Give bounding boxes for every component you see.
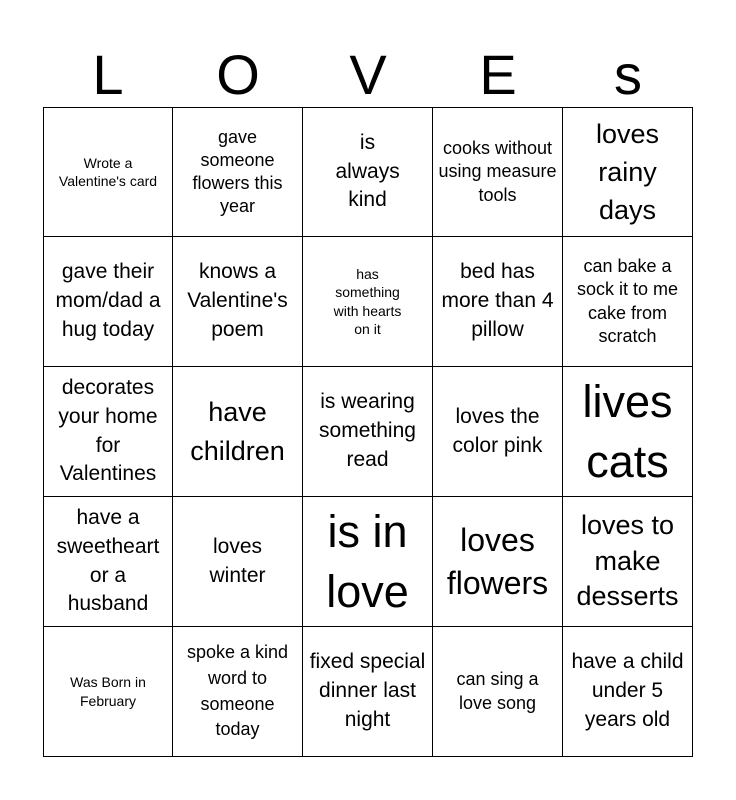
bingo-cell-text: loves the color pink bbox=[452, 404, 543, 457]
bingo-cell bbox=[433, 627, 563, 757]
bingo-cell-text: cooks without using measure tools bbox=[438, 138, 557, 205]
bingo-cell bbox=[173, 497, 303, 627]
bingo-cell-text: knows a Valentine's poem bbox=[187, 260, 288, 341]
bingo-cell-text: Wrote a Valentine's card bbox=[58, 154, 158, 189]
bingo-cell-text: have a sweetheart or a husband bbox=[56, 505, 160, 616]
bingo-cell bbox=[43, 497, 173, 627]
bingo-cell bbox=[173, 627, 303, 757]
bingo-cell bbox=[563, 237, 693, 367]
bingo-cell-text: gave their mom/dad a hug today bbox=[55, 260, 161, 341]
bingo-cell-text: gave someone flowers this year bbox=[192, 126, 283, 217]
bingo-cell bbox=[173, 367, 303, 497]
bingo-cell bbox=[303, 107, 433, 237]
bingo-cell-text: Was Born in February bbox=[70, 674, 146, 709]
bingo-cell bbox=[303, 627, 433, 757]
bingo-cell-text: is wearing something read bbox=[319, 390, 416, 471]
bingo-header bbox=[43, 42, 693, 108]
bingo-cell-text: loves rainy days bbox=[595, 118, 660, 226]
bingo-cell-text: has something with hearts on it bbox=[333, 266, 402, 337]
bingo-cell-text: have children bbox=[190, 397, 285, 466]
bingo-cell bbox=[563, 367, 693, 497]
bingo-cell bbox=[433, 237, 563, 367]
bingo-cell bbox=[173, 107, 303, 237]
bingo-cell bbox=[303, 237, 433, 367]
bingo-cell bbox=[303, 497, 433, 627]
bingo-cell bbox=[43, 237, 173, 367]
bingo-cell-text: spoke a kind word to someone today bbox=[186, 642, 289, 740]
bingo-cell bbox=[433, 367, 563, 497]
bingo-cell-text: is always kind bbox=[335, 130, 400, 212]
header-letter-v: V bbox=[349, 43, 387, 106]
bingo-cell-text: decorates your home for Valentines bbox=[58, 375, 158, 486]
bingo-cell bbox=[433, 107, 563, 237]
bingo-cell bbox=[43, 627, 173, 757]
header-letter-s: s bbox=[614, 43, 642, 106]
bingo-cell-text: have a child under 5 years old bbox=[571, 650, 684, 731]
bingo-card-grid bbox=[43, 107, 693, 757]
bingo-cell bbox=[433, 497, 563, 627]
bingo-cell-text: fixed special dinner last night bbox=[309, 650, 426, 731]
bingo-cell bbox=[43, 107, 173, 237]
bingo-cell-text: is in love bbox=[326, 506, 409, 617]
header-letter-l: L bbox=[92, 43, 124, 106]
bingo-cell-text: loves to make desserts bbox=[576, 509, 679, 612]
bingo-cell bbox=[563, 627, 693, 757]
bingo-cell-text: can sing a love song bbox=[456, 669, 539, 713]
bingo-cell bbox=[563, 497, 693, 627]
bingo-cell bbox=[43, 367, 173, 497]
bingo-cell-text: loves flowers bbox=[446, 522, 549, 601]
bingo-cell-text: can bake a sock it to me cake from scratch bbox=[576, 256, 679, 346]
bingo-cell-text: loves winter bbox=[209, 534, 266, 587]
header-letter-e: E bbox=[479, 43, 517, 106]
header-letter-o: O bbox=[216, 43, 260, 106]
bingo-cell bbox=[303, 367, 433, 497]
bingo-cell bbox=[563, 107, 693, 237]
bingo-cell-text: bed has more than 4 pillow bbox=[441, 260, 554, 341]
bingo-cell bbox=[173, 237, 303, 367]
bingo-cell-text: lives cats bbox=[582, 376, 673, 487]
